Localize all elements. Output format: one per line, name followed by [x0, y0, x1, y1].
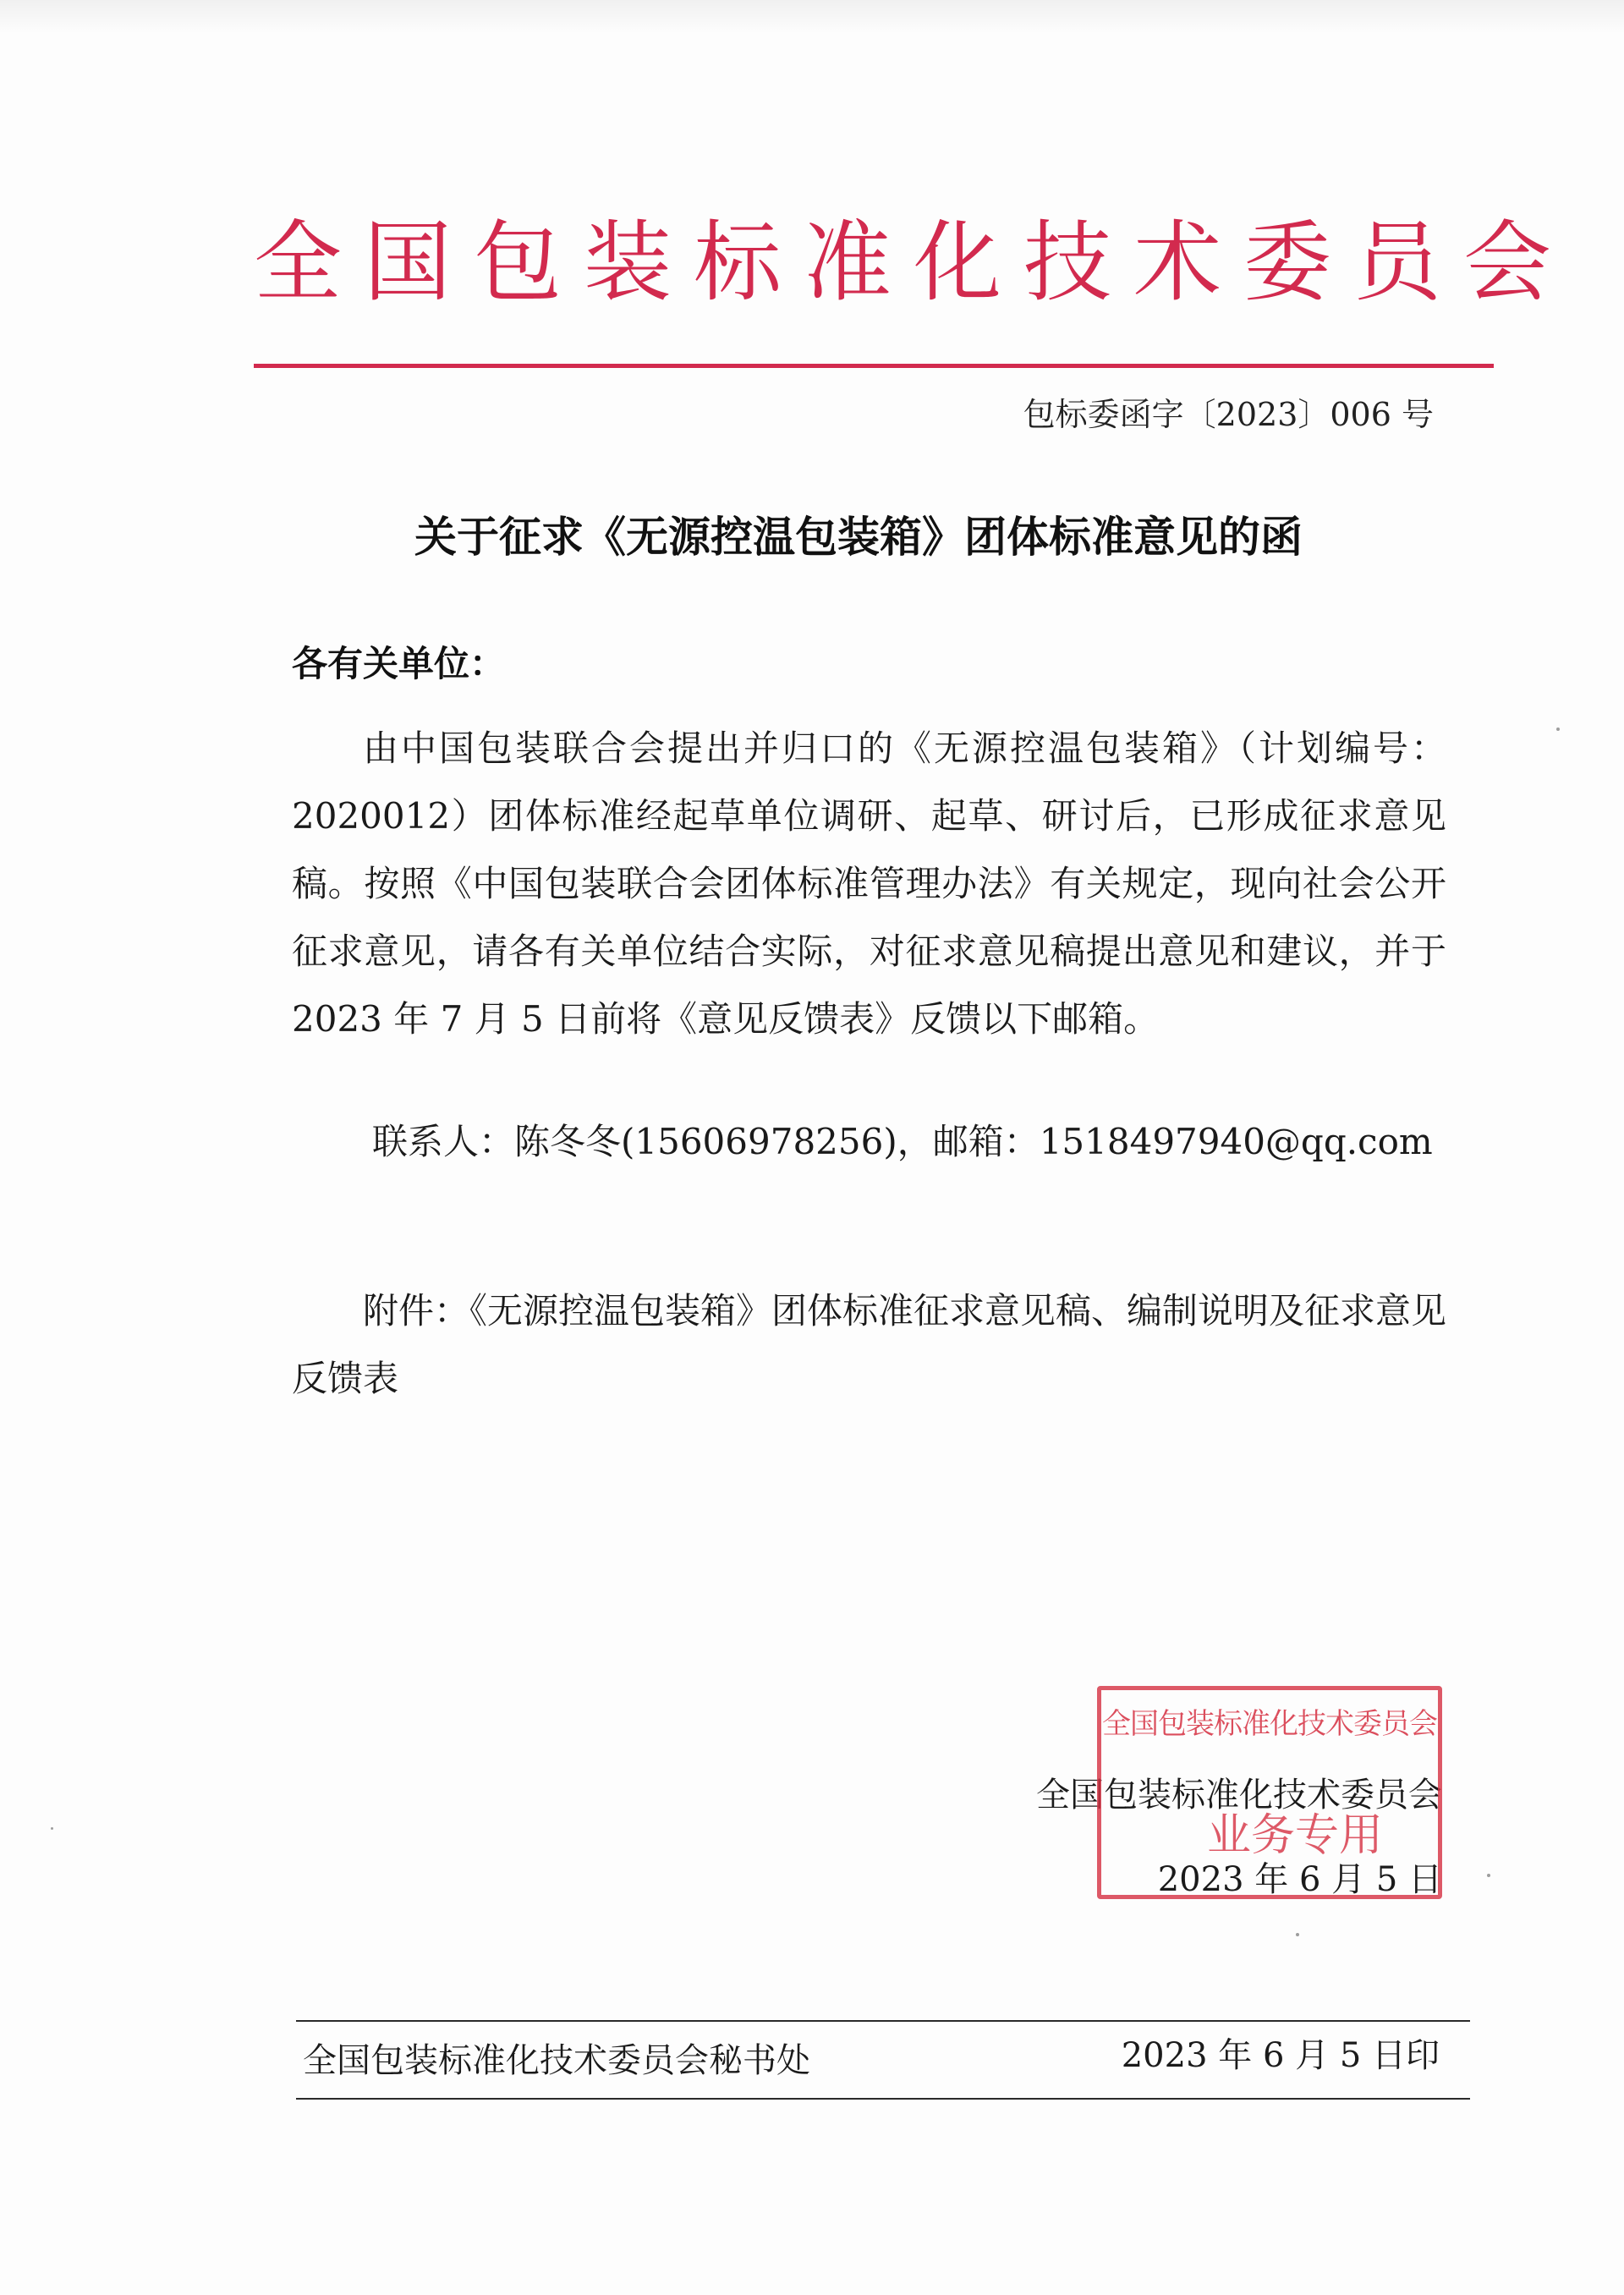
letterhead-title: 全国包装标准化技术委员会	[254, 211, 1574, 314]
footer-issuer: 全国包装标准化技术委员会秘书处	[303, 2041, 810, 2080]
official-stamp	[1097, 1686, 1442, 1899]
stamp-top-text: 全国包装标准化技术委员会	[1102, 1707, 1437, 1741]
body-paragraph: 由中国包装联合会提出并归口的《无源控温包装箱》（计划编号：2020012）团体标准经起草单位调研、起草、研讨后，已形成征求意见稿。按照《中国包装联合会团体标准管理办法》有关规定，现向社会公开征求意见，请各有关单位结合实际，对征求意见稿提出意见和建议，并于 2023 年 7 月 5 日前将《意见反馈表》反馈以下邮箱。	[292, 727, 1446, 1040]
scan-speck	[1556, 727, 1560, 731]
document-number: 包标委函字〔2023〕006 号	[1023, 396, 1434, 433]
footer-rule-bottom	[296, 2098, 1470, 2100]
scan-speck	[51, 1827, 53, 1830]
scan-speck	[1487, 1874, 1490, 1877]
letterhead-red-rule	[254, 364, 1494, 368]
contact-line: 联系人：陈冬冬(15606978256)，邮箱：1518497940@qq.com	[372, 1121, 1433, 1162]
footer-print-date: 2023 年 6 月 5 日印	[1121, 2036, 1440, 2075]
document-title: 关于征求《无源控温包装箱》团体标准意见的函	[414, 513, 1303, 562]
stamp-bottom-text: 业务专用	[1206, 1810, 1383, 1861]
scan-speck	[1296, 1933, 1299, 1936]
signature-organization: 全国包装标准化技术委员会	[1036, 1776, 1442, 1815]
signature-date: 2023 年 6 月 5 日	[1157, 1860, 1442, 1899]
salutation: 各有关单位：	[292, 643, 506, 684]
attachment-line: 附件：《无源控温包装箱》团体标准征求意见稿、编制说明及征求意见反馈表	[292, 1290, 1447, 1399]
scan-shadow	[0, 0, 1624, 34]
footer-rule-top	[296, 2020, 1470, 2022]
